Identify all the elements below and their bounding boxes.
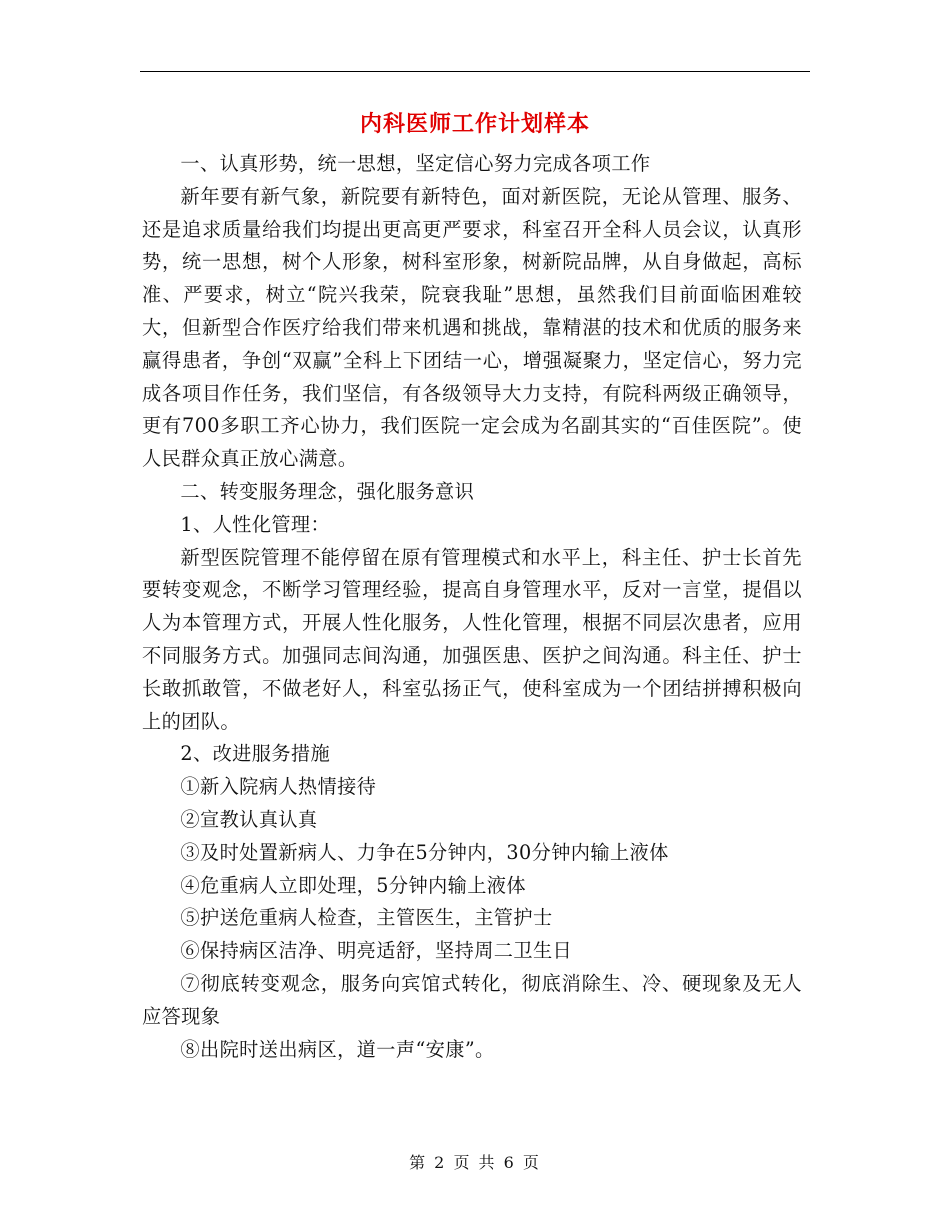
subsection-heading: 1、人性化管理：	[180, 512, 331, 536]
list-item: ②宣教认真认真	[180, 807, 318, 831]
list-item: ⑦彻底转变观念，服务向宾馆式转化，彻底消除生、冷、硬现象及无人应答现象	[142, 971, 802, 1028]
section-heading: 一、认真形势，统一思想，坚定信心努力完成各项工作	[180, 152, 651, 175]
paragraph: 新年要有新气象，新院要有新特色，面对新医院，无论从管理、服务、还是追求质量给我们均提出更高更严要求，科室召开全科人员会议，认真形势，统一思想，树个人形象，树科室形象，树新院品牌，从自身做起，高标准、严要求，树立“院兴我荣，院衰我耻”思想，虽然我们目前面临困难较大，但新型合作医疗给我们带来机遇和挑战，靠精湛的技术和优质的服务来赢得患者，争创“双赢”全科上下团结一心，增强凝聚力，坚定信心，努力完成各项目作任务，我们坚信，有各级领导大力支持，有院科两级正确领导，更有700多职工齐心协力，我们医院一定会成为名副其实的“百佳医院”。使人民群众真正放心满意。	[142, 184, 802, 471]
page-footer: 第 2 页 共 6 页	[409, 1153, 541, 1172]
subsection-heading: 2、改进服务措施	[180, 742, 331, 766]
header-rule	[140, 71, 810, 72]
list-item: ⑥保持病区洁净、明亮适舒，坚持周二卫生日	[180, 939, 573, 963]
paragraph: 新型医院管理不能停留在原有管理模式和水平上，科主任、护士长首先要转变观念，不断学习管理经验，提高自身管理水平，反对一言堂，提倡以人为本管理方式，开展人性化服务，人性化管理，根据不同层次患者，应用不同服务方式。加强同志间沟通，加强医患、医护之间沟通。科主任、护士长敢抓敢管，不做老好人，科室弘扬正气，使科室成为一个团结拼搏积极向上的团队。	[142, 545, 802, 733]
document-title: 内科医师工作计划样本	[359, 111, 590, 137]
list-item: ④危重病人立即处理，5分钟内输上液体	[180, 873, 526, 897]
list-item: ⑤护送危重病人检查，主管医生，主管护士	[180, 906, 553, 930]
list-item: ⑧出院时送出病区，道一声“安康”。	[180, 1037, 495, 1061]
list-item: ①新入院病人热情接待	[180, 775, 377, 799]
list-item: ③及时处置新病人、力争在5分钟内，30分钟内输上液体	[180, 840, 669, 864]
document-body	[142, 148, 802, 1066]
section-heading: 二、转变服务理念，强化服务意识	[180, 479, 475, 503]
